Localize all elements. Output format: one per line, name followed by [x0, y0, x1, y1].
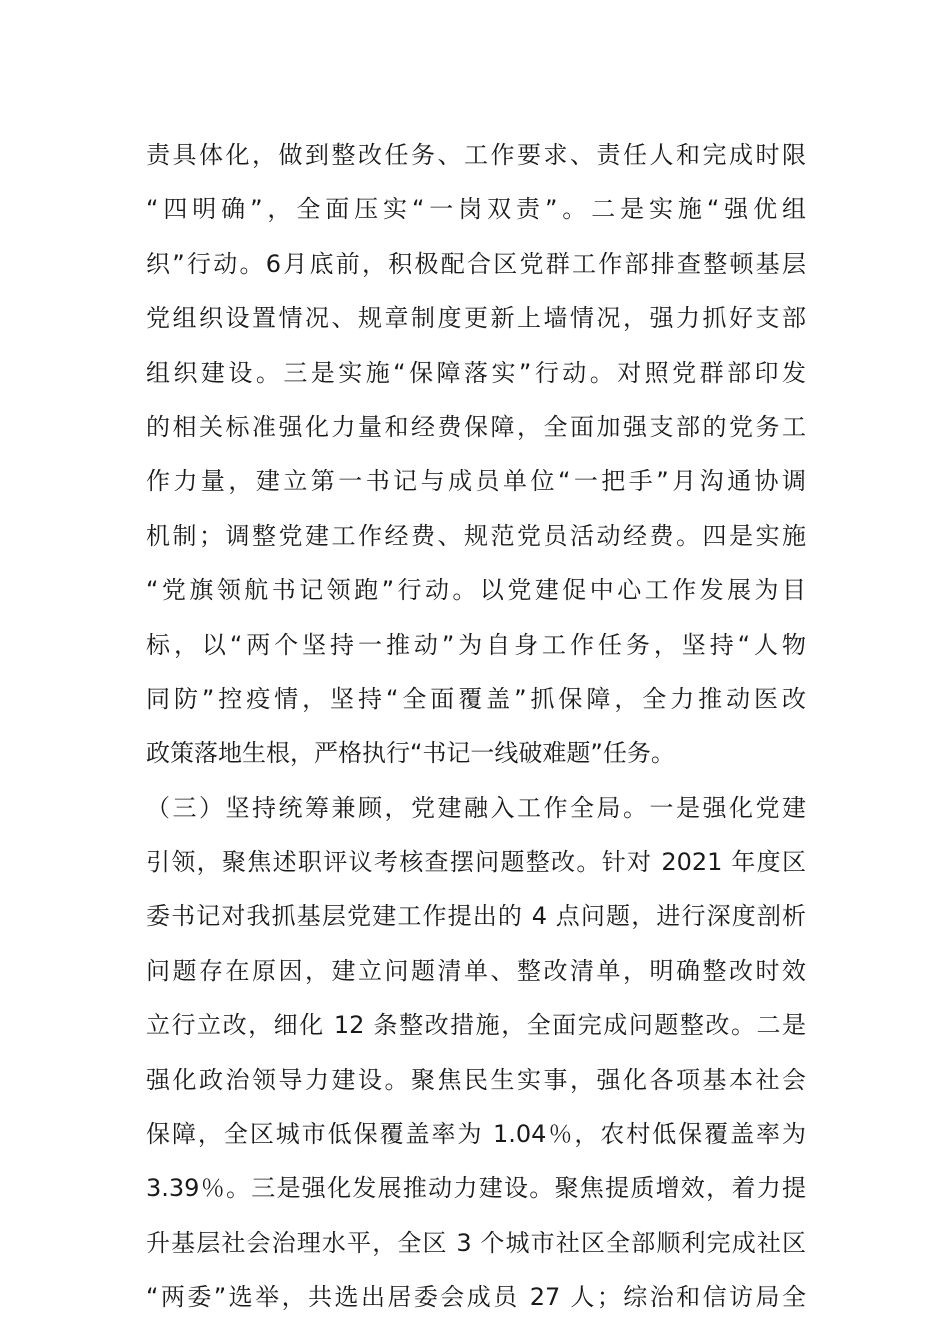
text-line: 责具体化，做到整改任务、工作要求、责任人和完成时限: [146, 141, 806, 169]
paragraph-end-line: 政策落地生根，严格执行“书记一线破难题”任务。: [146, 739, 675, 768]
text-line: 标，以“两个坚持一推动”为自身工作任务，坚持“人物: [146, 630, 806, 659]
section-heading-line: （三）坚持统筹兼顾，党建融入工作全局。一是强化党建: [146, 793, 806, 822]
text-line: 党组织设置情况、规章制度更新上墙情况，强力抓好支部: [146, 304, 806, 333]
text-line: 委书记对我抓基层党建工作提出的 4 点问题，进行深度剖析: [146, 902, 806, 931]
text-line: 的相关标准强化力量和经费保障，全面加强支部的党务工: [146, 412, 806, 441]
text-line: 问题存在原因，建立问题清单、整改清单，明确整改时效: [146, 956, 806, 985]
text-line: 作力量，建立第一书记与成员单位“一把手”月沟通协调: [146, 467, 806, 496]
text-line: 引领，聚焦述职评议考核查摆问题整改。针对 2021 年度区: [146, 848, 806, 877]
text-line: 3.39％。三是强化发展推动力建设。聚焦提质增效，着力提: [146, 1174, 806, 1203]
text-line: 同防”控疫情，坚持“全面覆盖”抓保障，全力推动医改: [146, 684, 806, 713]
text-line: “两委”选举，共选出居委会成员 27 人；综治和信访局全: [146, 1283, 806, 1312]
text-line: 织”行动。6月底前，积极配合区党群工作部排查整顿基层: [146, 249, 806, 278]
text-line: 保障，全区城市低保覆盖率为 1.04％，农村低保覆盖率为: [146, 1120, 806, 1149]
text-line: 机制；调整党建工作经费、规范党员活动经费。四是实施: [146, 521, 806, 550]
text-line: “四明确”，全面压实“一岗双责”。二是实施“强优组: [146, 195, 806, 224]
body-text: [146, 128, 806, 1325]
text-line: 立行立改，细化 12 条整改措施，全面完成问题整改。二是: [146, 1011, 806, 1040]
text-line: 强化政治领导力建设。聚焦民生实事，强化各项基本社会: [146, 1065, 806, 1094]
text-line: 升基层社会治理水平，全区 3 个城市社区全部顺利完成社区: [146, 1228, 806, 1257]
text-line: 组织建设。三是实施“保障落实”行动。对照党群部印发: [146, 358, 806, 387]
text-line: “党旗领航书记领跑”行动。以党建促中心工作发展为目: [146, 576, 806, 605]
